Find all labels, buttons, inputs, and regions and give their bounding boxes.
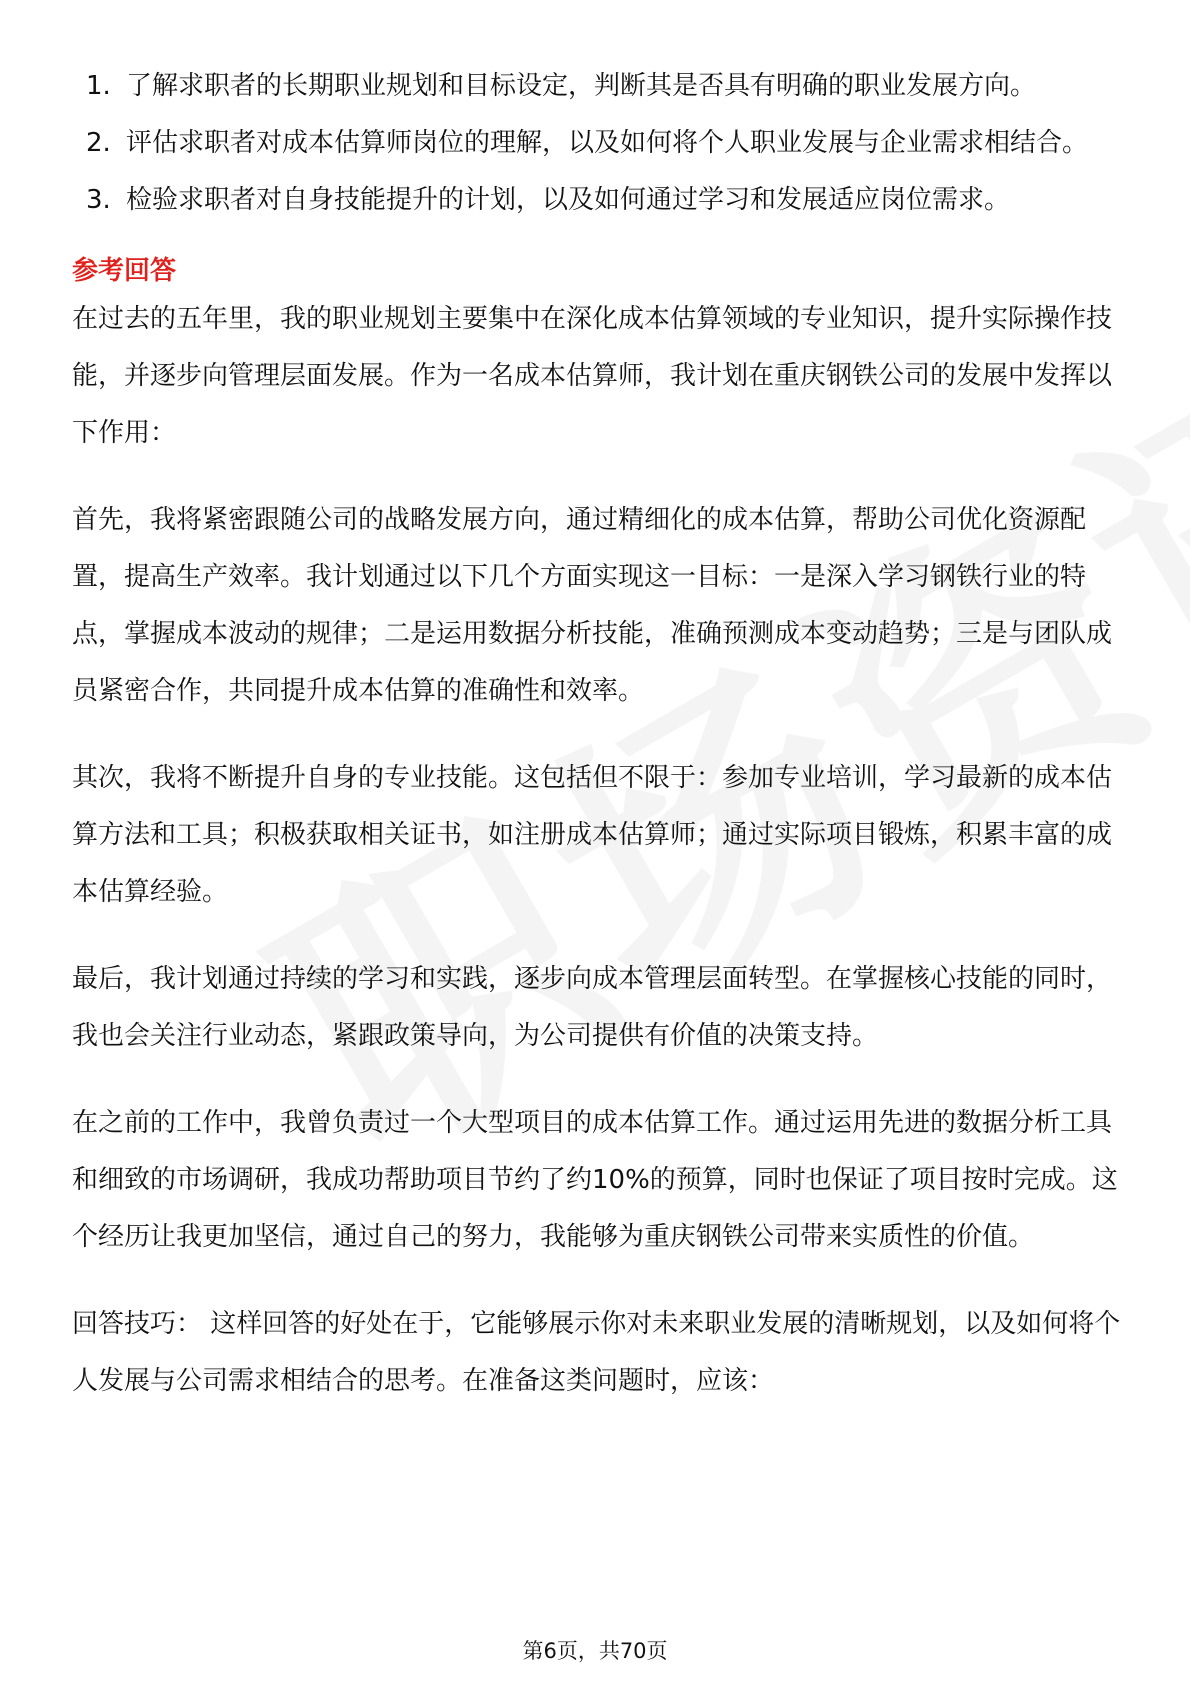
list-item (72, 115, 1127, 172)
document-body (72, 58, 1127, 1410)
answer-paragraph: 首先，我将紧密跟随公司的战略发展方向，通过精细化的成本估算，帮助公司优化资源配置，提高生产效率。我计划通过以下几个方面实现这一目标：一是深入学习钢铁行业的特点，掌握成本波动的规律；二是运用数据分析技能，准确预测成本变动趋势；三是与团队成员紧密合作，共同提升成本估算的准确性和效率。 (72, 505, 1113, 706)
answer-heading: 参考回答 (72, 256, 177, 286)
answer-paragraph: 在过去的五年里，我的职业规划主要集中在深化成本估算领域的专业知识，提升实际操作技能，并逐步向管理层面发展。作为一名成本估算师，我计划在重庆钢铁公司的发展中发挥以下作用： (72, 304, 1113, 448)
answer-paragraph: 在之前的工作中，我曾负责过一个大型项目的成本估算工作。通过运用先进的数据分析工具和细致的市场调研，我成功帮助项目节约了约10%的预算，同时也保证了项目按时完成。这个经历让我更加坚信，通过自己的努力，我能够为重庆钢铁公司带来实质性的价值。 (72, 1108, 1118, 1252)
list-item-number: 3. (86, 185, 111, 215)
list-item-text: 了解求职者的长期职业规划和目标设定，判断其是否具有明确的职业发展方向。 (126, 71, 1037, 101)
question-purpose-list (72, 58, 1127, 229)
list-item-number: 1. (86, 71, 111, 101)
page-number: 第6页，共70页 (522, 1639, 668, 1663)
list-item-text: 评估求职者对成本估算师岗位的理解，以及如何将个人职业发展与企业需求相结合。 (126, 128, 1089, 158)
answer-paragraph: 其次，我将不断提升自身的专业技能。这包括但不限于：参加专业培训，学习最新的成本估算方法和工具；积极获取相关证书，如注册成本估算师；通过实际项目锻炼，积累丰富的成本估算经验。 (72, 763, 1113, 907)
list-item-number: 2. (86, 128, 111, 158)
list-item (72, 172, 1127, 229)
list-item-text: 检验求职者对自身技能提升的计划，以及如何通过学习和发展适应岗位需求。 (126, 185, 1011, 215)
list-item (72, 58, 1127, 115)
answer-tips-paragraph: 回答技巧： 这样回答的好处在于，它能够展示你对未来职业发展的清晰规划，以及如何将个人发展与公司需求相结合的思考。在准备这类问题时，应该： (72, 1309, 1121, 1396)
answer-paragraph: 最后，我计划通过持续的学习和实践，逐步向成本管理层面转型。在掌握核心技能的同时，我也会关注行业动态，紧跟政策导向，为公司提供有价值的决策支持。 (72, 964, 1113, 1051)
